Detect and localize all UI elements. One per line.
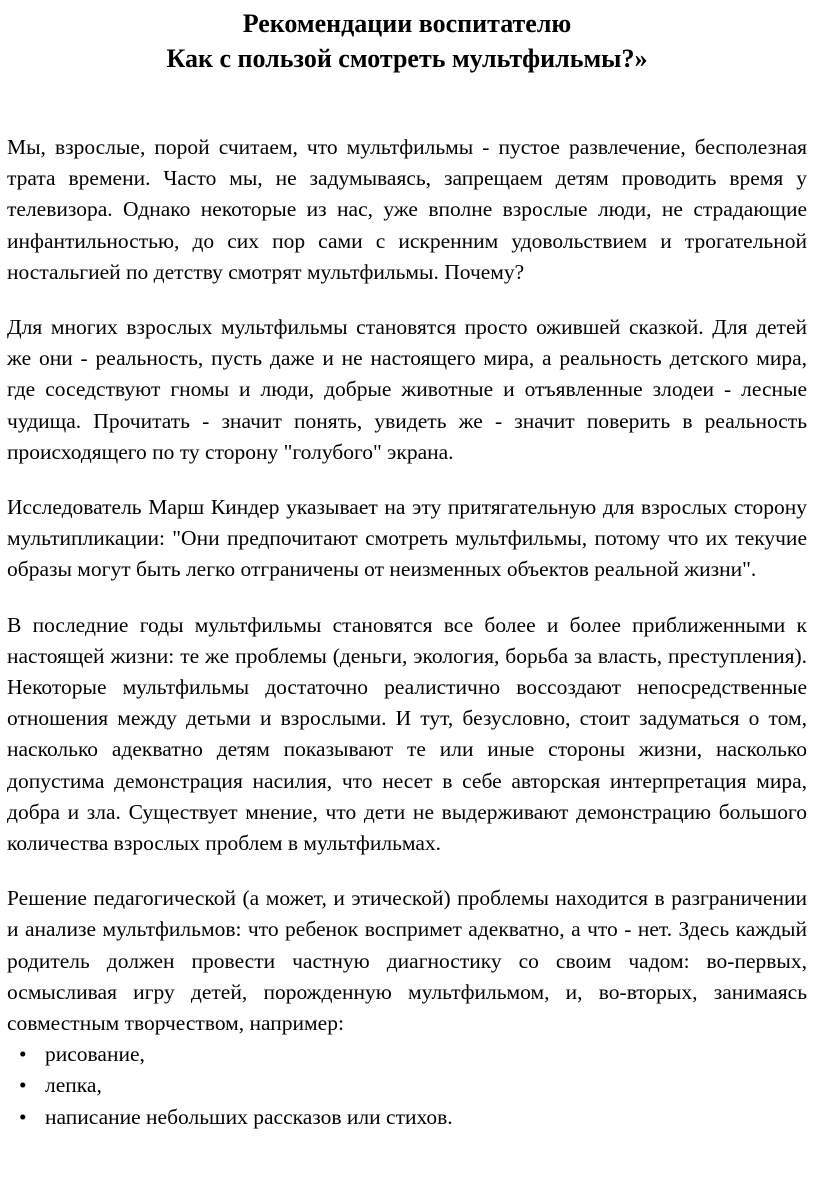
paragraph-4: В последние годы мультфильмы становятся все более и более приближенными к настоящей жизни: те же проблемы (деньги, экология, борьба за власть, преступления). Некоторые мультфильмы достаточно реалистично воссоздают непосредственные отношения между детьми и взрослыми. И тут, безусловно, стоит задуматься о том, насколько адекватно детям показывают те или иные стороны жизни, насколько допустима демонстрация насилия, что несет в себе авторская интерпретация мира, добра и зла. Существует мнение, что дети не выдерживают демонстрацию большого количества взрослых проблем в мультфильмах. xyxy=(7,612,807,856)
bullet-list xyxy=(7,1039,807,1133)
bullet-icon: • xyxy=(19,1042,27,1067)
list-item-text: лепка, xyxy=(45,1073,102,1098)
bullet-icon: • xyxy=(19,1104,27,1129)
paragraph-5: Решение педагогической (а может, и этической) проблемы находится в разграничении и анализе мультфильмов: что ребенок воспримет адекватно, а что - нет. Здесь каждый родитель должен провести частную диагностику со своим чадом: во-первых, осмысливая игру детей, порожденную мультфильмом, и, во-вторых, занимаясь совместным творчеством, например: xyxy=(7,886,807,1036)
paragraph-2: Для многих взрослых мультфильмы становятся просто ожившей сказкой. Для детей же они - реальность, пусть даже и не настоящего мира, а реальность детского мира, где соседствуют гномы и люди, добрые животные и отъявленные злодеи - лесные чудища. Прочитать - значит понять, увидеть же - значит поверить в реальность происходящего по ту сторону "голубого" экрана. xyxy=(7,315,807,464)
document-body xyxy=(7,132,807,1133)
title-line-1: Рекомендации воспитателю xyxy=(242,9,572,38)
list-item xyxy=(7,1102,807,1133)
list-item-text: написание небольших рассказов или стихов. xyxy=(45,1104,453,1129)
paragraph-3: Исследователь Марш Киндер указывает на эту притягательную для взрослых сторону мультипликации: "Они предпочитают смотреть мультфильмы, потому что их текучие образы могут быть легко отграничены от неизменных объектов реальной жизни". xyxy=(7,495,807,582)
bullet-icon: • xyxy=(19,1073,27,1098)
title-line-2: Как с пользой смотреть мультфильмы?» xyxy=(166,44,648,73)
list-item xyxy=(7,1070,807,1101)
list-item-text: рисование, xyxy=(45,1042,145,1067)
document-title xyxy=(7,0,807,76)
paragraph-1: Мы, взрослые, порой считаем, что мультфильмы - пустое развлечение, бесполезная трата времени. Часто мы, не задумываясь, запрещаем детям проводить время у телевизора. Однако некоторые из нас, уже вполне взрослые люди, не страдающие инфантильностью, до сих пор сами с искренним удовольствием и трогательной ностальгией по детству смотрят мультфильмы. Почему? xyxy=(7,135,807,284)
list-item xyxy=(7,1039,807,1070)
